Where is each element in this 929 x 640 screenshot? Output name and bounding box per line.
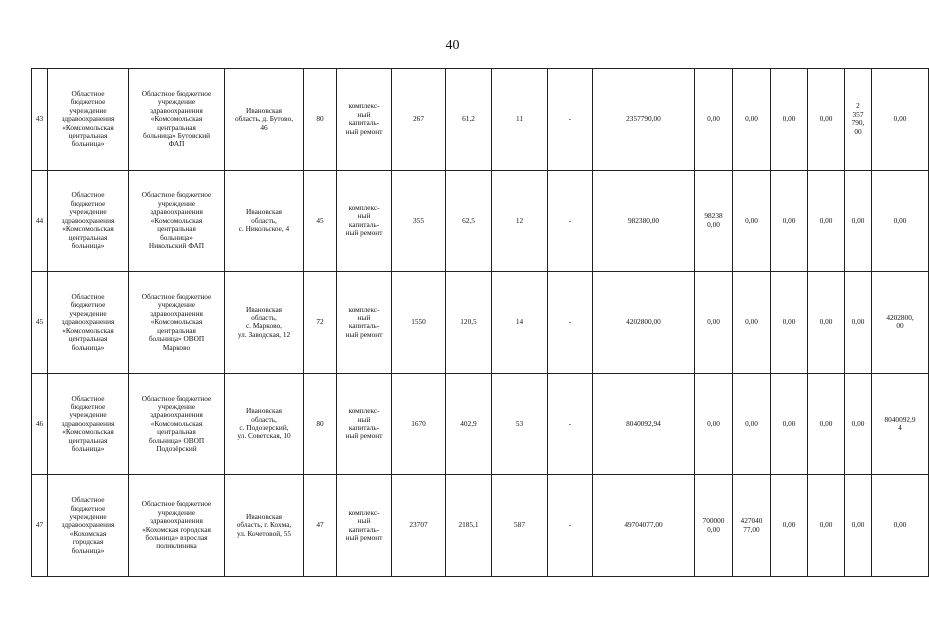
organization-cell	[48, 170, 129, 272]
cell-line: 700000	[702, 516, 725, 526]
value-cell-14: 0,00	[808, 475, 845, 577]
total-cost-cell: 4202800,00	[593, 272, 695, 374]
cell-line: Областное бюджетное	[141, 499, 212, 509]
row-number-cell: 47	[32, 475, 48, 577]
cell-line: «Комсомольская	[62, 224, 114, 234]
cell-line: комплекс-	[348, 101, 380, 111]
cell-line: 0,00	[851, 418, 865, 428]
cell-line: 0,00	[707, 418, 720, 428]
value-cell-7: 402,9	[446, 373, 492, 475]
cell-line: Областное бюджетное	[141, 88, 212, 98]
value-cell-13: 0,00	[771, 69, 808, 171]
cell-line: здравоохранения	[150, 516, 203, 526]
cell-line: комплекс-	[348, 406, 380, 416]
cell-line: центральная	[68, 130, 108, 140]
cell-line: 357	[852, 109, 864, 119]
cell-line: здравоохранения	[61, 114, 115, 124]
cell-line: 77,00	[743, 524, 760, 534]
page-number: 40	[445, 38, 460, 53]
cell-line: 427040	[740, 516, 763, 526]
cell-line: больница»	[71, 240, 105, 250]
cell-line: Областное бюджетное	[141, 393, 212, 403]
value-cell-8: 587	[492, 475, 548, 577]
value-cell-9: -	[548, 69, 593, 171]
cell-line: больница» ОВОП	[148, 435, 205, 445]
cell-line: с. Подозерский,	[239, 423, 289, 433]
cell-line: 0,00	[707, 317, 720, 327]
value-cell-12	[733, 373, 771, 475]
cell-line: «Комсомольская	[150, 215, 203, 225]
cell-line: Областное	[71, 88, 105, 98]
cell-line: комплекс-	[348, 304, 380, 314]
table-row	[32, 373, 929, 475]
cell-line: 0,00	[851, 317, 865, 327]
cell-line: капиталь-	[348, 219, 380, 229]
cell-line: здравоохранения	[61, 418, 115, 428]
value-cell-9: -	[548, 475, 593, 577]
value-cell-13: 0,00	[771, 475, 808, 577]
value-cell-11	[695, 475, 733, 577]
cell-line: ул. Заводская, 12	[237, 329, 291, 339]
cell-line: 0,00	[745, 317, 758, 327]
address-cell	[225, 475, 304, 577]
table-row	[32, 170, 929, 272]
value-cell-16	[872, 272, 929, 374]
cell-line: здравоохранения	[150, 207, 203, 217]
cell-line: ул. Кочетовой, 55	[236, 528, 292, 538]
value-cell-11	[695, 170, 733, 272]
cell-line: больница»	[71, 342, 105, 352]
table-row	[32, 69, 929, 171]
cell-line: с. Марково,	[246, 321, 282, 331]
cell-line: «Комсомольская	[62, 427, 114, 437]
cell-line: здравоохранения	[61, 520, 115, 530]
cell-line: ный ремонт	[345, 329, 383, 339]
cell-line: капиталь-	[348, 524, 380, 534]
cell-line: 8040092,9	[884, 414, 916, 424]
cell-line: больница» взрослая	[145, 533, 208, 543]
table-row	[32, 272, 929, 374]
cell-line: ный ремонт	[345, 228, 383, 238]
value-cell-7: 62,5	[446, 170, 492, 272]
cell-line: «Кохомская	[69, 528, 107, 538]
cell-line: учреждение	[69, 105, 107, 115]
facility-cell	[129, 475, 225, 577]
cell-line: 0,00	[707, 219, 720, 229]
cell-line: больница» ОВОП	[148, 334, 205, 344]
cell-line: «Комсомольская	[62, 122, 114, 132]
cell-line: комплекс-	[348, 203, 380, 213]
value-cell-9: -	[548, 170, 593, 272]
value-cell-8: 11	[492, 69, 548, 171]
year-cell: 80	[304, 373, 337, 475]
value-cell-13: 0,00	[771, 272, 808, 374]
cell-line: Ивановская	[245, 105, 283, 115]
facility-cell	[129, 373, 225, 475]
cell-line: 0,00	[893, 520, 907, 530]
value-cell-15	[845, 170, 872, 272]
cell-line: здравоохранения	[61, 317, 115, 327]
value-cell-16	[872, 69, 929, 171]
value-cell-8: 14	[492, 272, 548, 374]
cell-line: область,	[251, 414, 277, 424]
cell-line: Областное	[71, 393, 105, 403]
cell-line: поликлиника	[156, 541, 197, 551]
value-cell-12	[733, 69, 771, 171]
cell-line: область, д. Бутово,	[234, 114, 294, 124]
facility-cell	[129, 272, 225, 374]
cell-line: учреждение	[157, 97, 196, 107]
value-cell-13: 0,00	[771, 373, 808, 475]
area-cell: 1670	[392, 373, 446, 475]
address-cell	[225, 69, 304, 171]
cell-line: центральная	[157, 122, 196, 132]
cell-line: 00	[896, 321, 904, 331]
cell-line: центральная	[68, 435, 108, 445]
cell-line: с. Никольское, 4	[238, 224, 290, 234]
total-cost-cell: 982380,00	[593, 170, 695, 272]
cell-line: ный ремонт	[345, 431, 383, 441]
cell-line: бюджетное	[70, 97, 106, 107]
cell-line: здравоохранения	[61, 215, 115, 225]
cell-line: ный	[357, 414, 371, 424]
value-cell-8: 53	[492, 373, 548, 475]
facility-cell	[129, 170, 225, 272]
area-cell: 267	[392, 69, 446, 171]
cell-line: 0,00	[745, 418, 758, 428]
row-number-cell: 46	[32, 373, 48, 475]
cell-line: учреждение	[157, 300, 196, 310]
cell-line: учреждение	[157, 402, 196, 412]
cell-line: область,	[251, 313, 277, 323]
cell-line: учреждение	[69, 207, 107, 217]
address-cell	[225, 272, 304, 374]
cell-line: капиталь-	[348, 321, 380, 331]
cell-line: учреждение	[69, 512, 107, 522]
area-cell: 23707	[392, 475, 446, 577]
cell-line: «Комсомольская	[150, 418, 203, 428]
year-cell: 80	[304, 69, 337, 171]
value-cell-12	[733, 170, 771, 272]
value-cell-7: 61,2	[446, 69, 492, 171]
cell-line: 0,00	[893, 215, 907, 225]
total-cost-cell: 8040092,94	[593, 373, 695, 475]
table-row	[32, 475, 929, 577]
value-cell-14: 0,00	[808, 170, 845, 272]
row-number-cell: 44	[32, 170, 48, 272]
cell-line: центральная	[68, 334, 108, 344]
year-cell: 45	[304, 170, 337, 272]
cell-line: Ивановская	[245, 207, 283, 217]
cell-line: «Комсомольская	[150, 114, 203, 124]
work-type-cell	[337, 475, 392, 577]
cell-line: 790,	[851, 118, 865, 128]
year-cell: 47	[304, 475, 337, 577]
value-cell-12	[733, 475, 771, 577]
cell-line: 4	[898, 423, 902, 433]
cell-line: центральная	[157, 325, 196, 335]
cell-line: ный	[357, 516, 371, 526]
work-type-cell	[337, 373, 392, 475]
cell-line: «Кохомская городская	[142, 524, 211, 534]
organization-cell	[48, 373, 129, 475]
cell-line: ный ремонт	[345, 126, 383, 136]
facility-cell	[129, 69, 225, 171]
cell-line: центральная	[157, 427, 196, 437]
cell-line: «Комсомольская	[62, 325, 114, 335]
row-number-cell: 43	[32, 69, 48, 171]
value-cell-16	[872, 170, 929, 272]
address-cell	[225, 373, 304, 475]
value-cell-9: -	[548, 373, 593, 475]
cell-line: Ивановская	[245, 512, 283, 522]
cell-line: «Комсомольская	[150, 317, 203, 327]
value-cell-11	[695, 272, 733, 374]
cell-line: 46	[260, 122, 268, 132]
cell-line: здравоохранения	[150, 105, 203, 115]
value-cell-8: 12	[492, 170, 548, 272]
cell-line: Подозёрский	[156, 444, 197, 454]
value-cell-11	[695, 373, 733, 475]
cell-line: область, г. Кохма,	[236, 520, 292, 530]
cell-line: ный	[357, 211, 371, 221]
row-number-cell: 45	[32, 272, 48, 374]
work-type-cell	[337, 69, 392, 171]
area-cell: 355	[392, 170, 446, 272]
cell-line: капиталь-	[348, 118, 380, 128]
cell-line: Ивановская	[245, 304, 283, 314]
value-cell-13: 0,00	[771, 170, 808, 272]
cell-line: здравоохранения	[150, 308, 203, 318]
organization-cell	[48, 475, 129, 577]
value-cell-12	[733, 272, 771, 374]
cell-line: Ивановская	[245, 406, 283, 416]
cell-line: больница»	[71, 545, 105, 555]
value-cell-9: -	[548, 272, 593, 374]
cell-line: Областное	[71, 190, 105, 200]
cell-line: ФАП	[168, 139, 185, 149]
cell-line: Никольский ФАП	[148, 240, 205, 250]
cell-line: учреждение	[69, 410, 107, 420]
cell-line: 0,00	[745, 114, 758, 124]
cell-line: ный ремонт	[345, 533, 383, 543]
cell-line: больница»	[160, 232, 193, 242]
value-cell-15	[845, 69, 872, 171]
cell-line: 2	[856, 101, 860, 111]
cell-line: 0,00	[851, 215, 865, 225]
area-cell: 1550	[392, 272, 446, 374]
cell-line: центральная	[157, 224, 196, 234]
value-cell-16	[872, 373, 929, 475]
cell-line: капиталь-	[348, 423, 380, 433]
cell-line: область,	[251, 215, 277, 225]
value-cell-11	[695, 69, 733, 171]
table-body	[32, 69, 929, 577]
cell-line: 0,00	[851, 520, 865, 530]
cell-line: учреждение	[69, 308, 107, 318]
value-cell-7: 120,5	[446, 272, 492, 374]
cell-line: ный	[357, 109, 371, 119]
cell-line: бюджетное	[70, 300, 106, 310]
cell-line: 0,00	[707, 524, 720, 534]
register-table	[31, 68, 929, 577]
cell-line: Областное бюджетное	[141, 292, 212, 302]
value-cell-14: 0,00	[808, 272, 845, 374]
cell-line: бюджетное	[70, 503, 106, 513]
value-cell-16	[872, 475, 929, 577]
value-cell-15	[845, 475, 872, 577]
cell-line: учреждение	[157, 198, 196, 208]
work-type-cell	[337, 272, 392, 374]
cell-line: учреждение	[157, 507, 196, 517]
value-cell-7: 2185,1	[446, 475, 492, 577]
cell-line: 98238	[704, 211, 723, 221]
cell-line: больница»	[71, 139, 105, 149]
total-cost-cell: 2357790,00	[593, 69, 695, 171]
cell-line: Областное	[71, 292, 105, 302]
cell-line: Областное бюджетное	[141, 190, 212, 200]
cell-line: 4202800,	[886, 313, 914, 323]
value-cell-15	[845, 272, 872, 374]
value-cell-14: 0,00	[808, 69, 845, 171]
cell-line: 0,00	[707, 114, 720, 124]
work-type-cell	[337, 170, 392, 272]
cell-line: 0,00	[745, 215, 758, 225]
cell-line: комплекс-	[348, 507, 380, 517]
cell-line: больница» Бутовский	[142, 130, 211, 140]
cell-line: Марково	[162, 342, 191, 352]
cell-line: Областное	[71, 495, 105, 505]
value-cell-14: 0,00	[808, 373, 845, 475]
cell-line: ул. Советская, 10	[237, 431, 291, 441]
cell-line: бюджетное	[70, 198, 106, 208]
cell-line: центральная	[68, 232, 108, 242]
total-cost-cell: 49704077,00	[593, 475, 695, 577]
cell-line: городская	[72, 537, 104, 547]
year-cell: 72	[304, 272, 337, 374]
cell-line: ный	[357, 313, 371, 323]
cell-line: бюджетное	[70, 402, 106, 412]
organization-cell	[48, 69, 129, 171]
organization-cell	[48, 272, 129, 374]
cell-line: больница»	[71, 444, 105, 454]
cell-line: 0,00	[893, 114, 907, 124]
value-cell-15	[845, 373, 872, 475]
cell-line: 00	[854, 126, 862, 136]
address-cell	[225, 170, 304, 272]
cell-line: здравоохранения	[150, 410, 203, 420]
